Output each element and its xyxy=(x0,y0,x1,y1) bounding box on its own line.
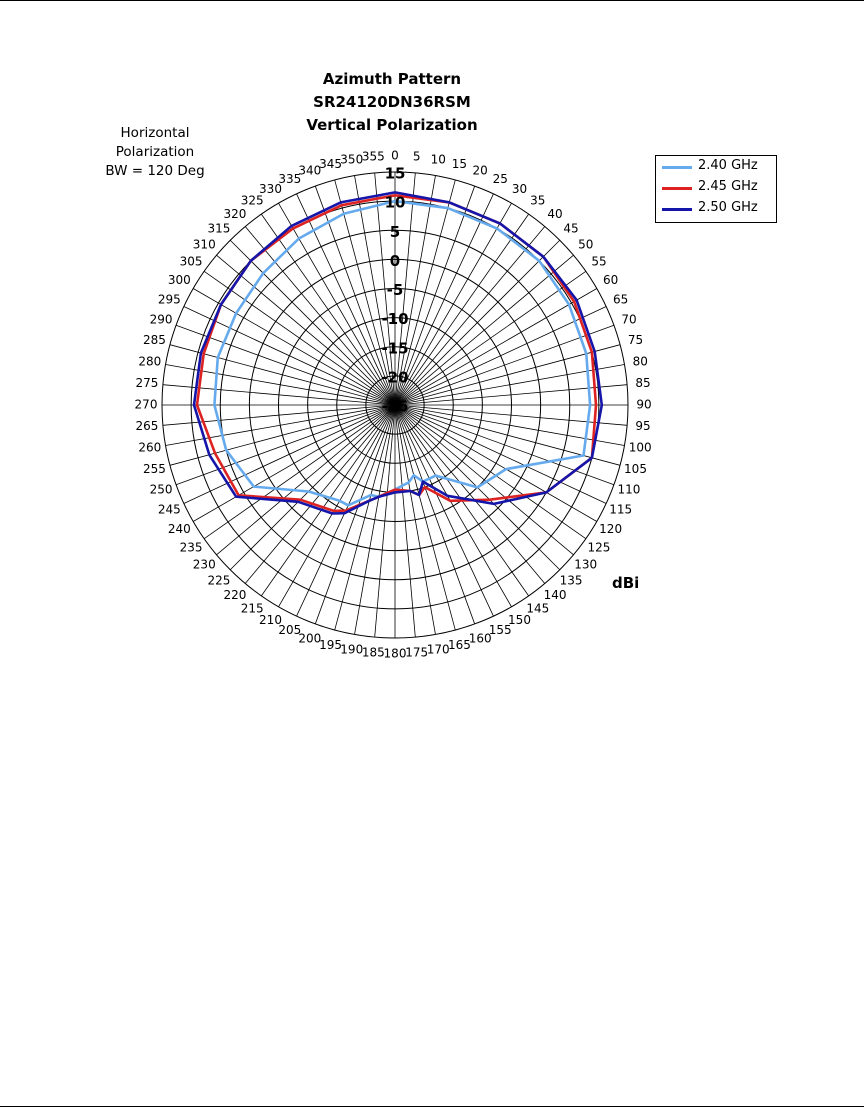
chart-title-line-1: Azimuth Pattern xyxy=(322,70,462,88)
angle-tick-label: 70 xyxy=(621,312,637,327)
angle-tick-label: 220 xyxy=(223,588,247,603)
legend-label: 2.40 GHz xyxy=(698,158,758,173)
chart-title-line-3: Vertical Polarization xyxy=(306,116,478,134)
angle-tick-label: 115 xyxy=(609,502,633,517)
angle-tick-label: 120 xyxy=(599,522,623,536)
angle-tick-label: 75 xyxy=(627,333,644,348)
radial-tick-label: 5 xyxy=(389,222,401,241)
angle-tick-label: 125 xyxy=(587,540,611,555)
chart-title-line-2: SR24120DN36RSM xyxy=(313,93,471,111)
angle-tick-label: 160 xyxy=(468,631,492,646)
angle-tick-label: 235 xyxy=(179,540,203,555)
angle-tick-label: 305 xyxy=(179,254,203,269)
angle-tick-label: 210 xyxy=(259,613,282,628)
unit-label: dBi xyxy=(612,574,640,592)
angle-tick-label: 80 xyxy=(632,354,648,369)
angle-tick-label: 15 xyxy=(451,156,468,171)
angle-tick-label: 240 xyxy=(167,522,191,536)
radial-tick-label: -20 xyxy=(381,368,409,387)
angle-tick-label: 135 xyxy=(559,573,583,588)
angle-tick-label: 325 xyxy=(240,193,264,208)
radial-tick-label: 0 xyxy=(389,251,401,270)
angle-tick-label: 345 xyxy=(319,156,343,171)
radial-tick-label: 15 xyxy=(384,164,406,183)
angle-tick-label: 65 xyxy=(613,292,629,307)
angle-tick-label: 340 xyxy=(298,163,322,178)
angle-tick-label: 45 xyxy=(563,221,579,236)
angle-tick-label: 280 xyxy=(138,354,162,369)
angle-tick-label: 320 xyxy=(223,206,247,221)
angle-tick-label: 165 xyxy=(447,638,471,653)
radial-tick-label: -15 xyxy=(381,339,409,358)
angle-tick-label: 35 xyxy=(530,193,546,208)
angle-tick-label: 20 xyxy=(472,163,488,178)
grid-spoke xyxy=(395,405,475,624)
angle-tick-label: 295 xyxy=(157,292,181,307)
grid-spoke xyxy=(176,405,395,485)
angle-tick-label: 185 xyxy=(361,645,385,660)
radial-tick-label: -5 xyxy=(386,281,404,299)
angle-tick-label: 60 xyxy=(602,273,619,287)
angle-tick-label: 175 xyxy=(405,645,429,660)
angle-tick-label: 310 xyxy=(192,237,216,252)
angle-tick-label: 190 xyxy=(340,642,364,657)
angle-tick-label: 25 xyxy=(492,171,508,186)
angle-tick-label: 90 xyxy=(636,397,652,412)
angle-tick-label: 180 xyxy=(383,646,407,661)
angle-tick-label: 155 xyxy=(488,623,512,638)
angle-tick-label: 195 xyxy=(319,638,343,653)
angle-tick-label: 285 xyxy=(143,333,166,348)
angle-tick-label: 330 xyxy=(259,181,282,196)
angle-tick-label: 30 xyxy=(511,181,528,196)
angle-tick-label: 215 xyxy=(240,601,264,616)
angle-tick-label: 350 xyxy=(340,152,364,167)
radial-tick-label: 10 xyxy=(384,193,406,212)
angle-tick-label: 265 xyxy=(135,419,159,434)
polarization-note-line-2: Polarization xyxy=(115,144,195,160)
angle-tick-label: 250 xyxy=(149,482,173,497)
grid-spoke xyxy=(315,405,395,624)
angle-tick-label: 140 xyxy=(543,588,567,603)
grid-spoke xyxy=(335,405,395,630)
grid-spoke xyxy=(395,405,455,630)
angle-tick-label: 145 xyxy=(526,601,550,616)
angle-tick-label: 355 xyxy=(361,149,385,164)
polarization-note-line-1: Horizontal xyxy=(120,125,190,141)
angle-tick-label: 130 xyxy=(574,557,598,572)
angle-tick-label: 245 xyxy=(157,502,181,517)
angle-tick-label: 290 xyxy=(149,312,173,327)
angle-tick-label: 85 xyxy=(635,375,651,390)
angle-tick-label: 225 xyxy=(207,573,231,588)
angle-tick-label: 105 xyxy=(624,461,647,476)
angle-tick-label: 50 xyxy=(578,237,594,252)
angle-tick-label: 270 xyxy=(134,397,158,412)
angle-tick-label: 40 xyxy=(547,206,563,221)
angle-tick-label: 335 xyxy=(278,171,302,186)
angle-tick-label: 230 xyxy=(192,557,216,572)
angle-tick-label: 150 xyxy=(508,613,531,628)
angle-tick-label: 5 xyxy=(412,149,421,164)
angle-tick-label: 275 xyxy=(135,375,159,390)
angle-tick-label: 100 xyxy=(628,440,652,455)
angle-tick-label: 10 xyxy=(430,152,446,167)
angle-tick-label: 315 xyxy=(207,221,231,236)
angle-tick-label: 300 xyxy=(167,273,191,287)
legend-label: 2.45 GHz xyxy=(698,179,758,194)
angle-tick-label: 95 xyxy=(635,419,651,434)
legend-label: 2.50 GHz xyxy=(698,200,758,215)
grid-spoke xyxy=(395,405,614,485)
polarization-note-line-3: BW = 120 Deg xyxy=(105,163,205,179)
angle-tick-label: 255 xyxy=(143,461,166,476)
angle-tick-label: 170 xyxy=(426,642,450,657)
angle-tick-label: 55 xyxy=(591,254,607,269)
angle-tick-label: 205 xyxy=(278,623,302,638)
radial-tick-label: -25 xyxy=(381,397,409,416)
angle-tick-label: 0 xyxy=(391,148,399,163)
radial-tick-label: -10 xyxy=(381,310,409,329)
label-layer xyxy=(135,149,652,661)
angle-tick-label: 200 xyxy=(298,631,322,646)
angle-tick-label: 260 xyxy=(138,440,162,455)
angle-tick-label: 110 xyxy=(617,482,641,497)
